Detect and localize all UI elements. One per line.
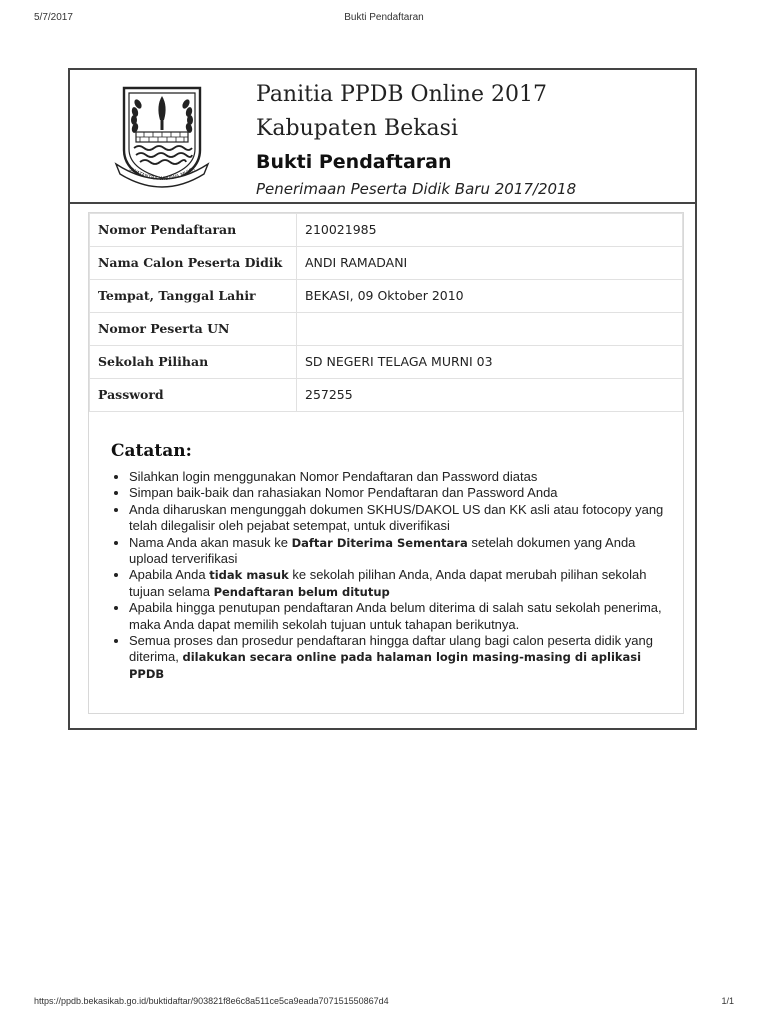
table-row <box>90 313 683 346</box>
row-value: ANDI RAMADANI <box>297 247 683 280</box>
print-header <box>34 12 734 26</box>
row-value: BEKASI, 09 Oktober 2010 <box>297 280 683 313</box>
emblem-motto: SWATANTRA WIBAWA MUKTI <box>127 166 197 183</box>
row-label: Nomor Pendaftaran <box>90 214 297 247</box>
receipt-content <box>88 212 684 714</box>
table-row <box>90 214 683 247</box>
document-title: Bukti Pendaftaran <box>256 151 452 173</box>
row-value: SD NEGERI TELAGA MURNI 03 <box>297 346 683 379</box>
page-url: https://ppdb.bekasikab.go.id/buktidaftar/903821f8e6c8a511ce5ca9eada707151550867d4 <box>34 996 389 1006</box>
committee-title: Panitia PPDB Online 2017 <box>256 82 547 107</box>
list-item: • Silahkan login menggunakan Nomor Pendaftaran dan Password diatas <box>129 469 671 485</box>
row-label: Nama Calon Peserta Didik <box>90 247 297 280</box>
emphasis-text: Pendaftaran belum ditutup <box>213 584 390 599</box>
notes-list <box>111 469 671 682</box>
document-subtitle: Penerimaan Peserta Didik Baru 2017/2018 <box>256 180 577 198</box>
row-label: Nomor Peserta UN <box>90 313 297 346</box>
row-label: Tempat, Tanggal Lahir <box>90 280 297 313</box>
list-item: • Apabila hingga penutupan pendaftaran Anda belum diterima di salah satu sekolah penerima, maka Anda dapat memilih sekolah tujuan untuk tahapan berikutnya. <box>129 600 671 633</box>
emphasis-text: dilakukan secara online pada halaman login masing-masing di aplikasi PPDB <box>129 650 642 681</box>
row-label: Password <box>90 379 297 412</box>
list-item: • Semua proses dan prosedur pendaftaran hingga daftar ulang bagi calon peserta didik yang diterima, dilakukan secara online pada halaman login masing-masing di aplikasi PPDB <box>129 633 671 682</box>
table-row <box>90 280 683 313</box>
row-value: 257255 <box>297 379 683 412</box>
header-text <box>256 78 576 202</box>
table-row <box>90 379 683 412</box>
table-row <box>90 346 683 379</box>
list-item: • Anda diharuskan mengunggah dokumen SKHUS/DAKOL US dan KK asli atau fotocopy yang telah dilegalisir oleh pejabat setempat, untuk diverifikasi <box>129 502 671 535</box>
row-value <box>297 313 683 346</box>
receipt-header <box>70 70 695 204</box>
kabupaten-bekasi-emblem-icon <box>106 80 218 192</box>
emphasis-text: tidak masuk <box>209 568 289 583</box>
registration-table <box>89 213 683 412</box>
print-date: 5/7/2017 <box>34 12 73 23</box>
list-item: • Nama Anda akan masuk ke Daftar Diterima Sementara setelah dokumen yang Anda upload terverifikasi <box>129 535 671 568</box>
emphasis-text: Daftar Diterima Sementara <box>291 535 468 550</box>
row-value: 210021985 <box>297 214 683 247</box>
table-row <box>90 247 683 280</box>
row-label: Sekolah Pilihan <box>90 346 297 379</box>
list-item: • Simpan baik-baik dan rahasiakan Nomor Pendaftaran dan Password Anda <box>129 485 671 501</box>
notes-section <box>111 439 671 682</box>
region-title: Kabupaten Bekasi <box>256 116 458 141</box>
list-item: • Apabila Anda tidak masuk ke sekolah pilihan Anda, Anda dapat merubah pilihan sekolah tujuan selama Pendaftaran belum ditutup <box>129 567 671 600</box>
print-title: Bukti Pendaftaran <box>344 12 424 23</box>
receipt-container <box>68 68 697 730</box>
print-footer <box>34 996 734 1010</box>
notes-title: Catatan: <box>111 441 192 461</box>
page-number: 1/1 <box>721 996 734 1006</box>
